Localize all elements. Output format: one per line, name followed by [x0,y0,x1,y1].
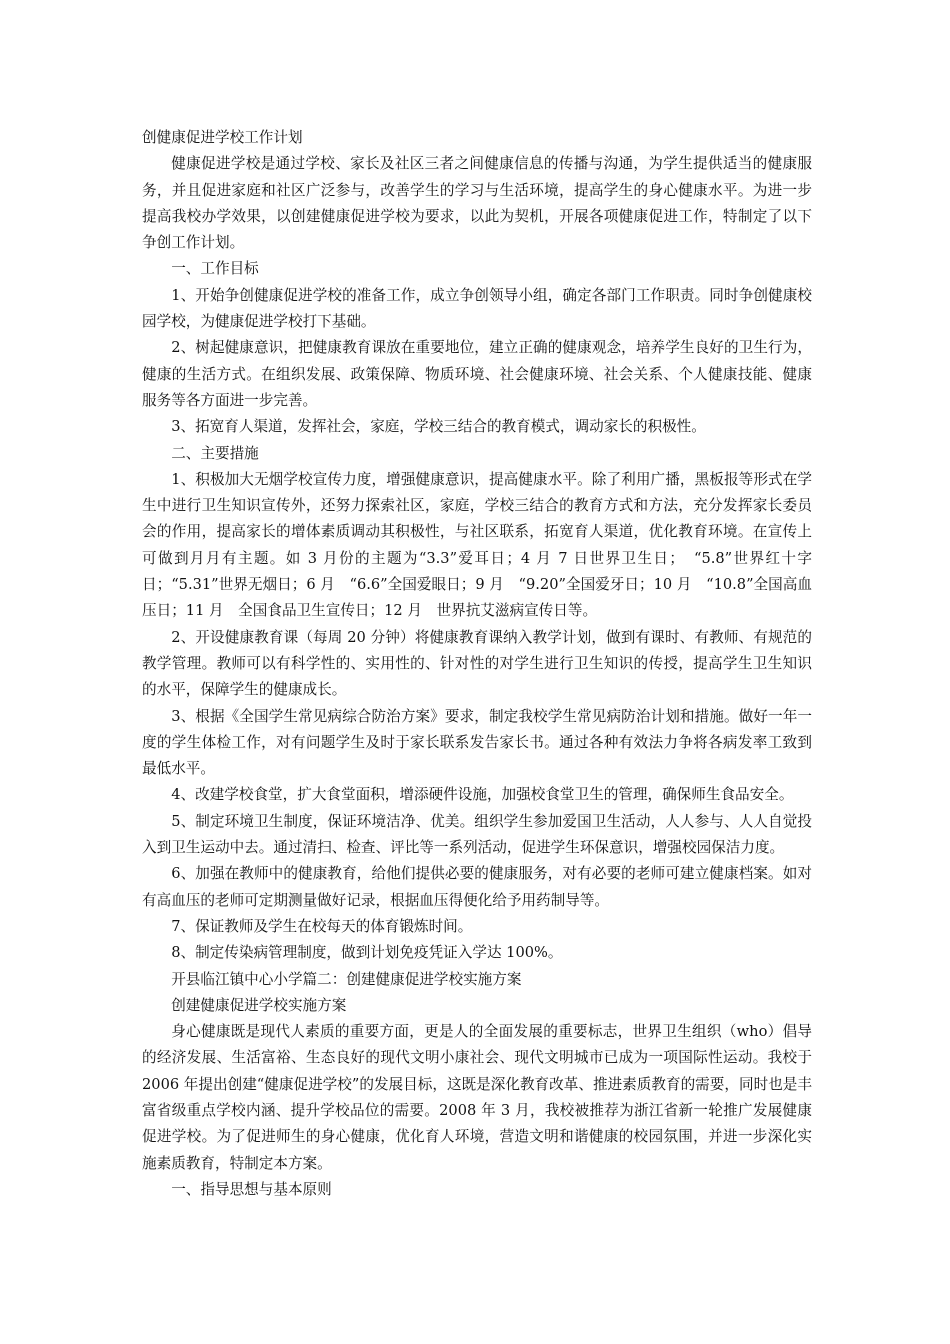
plan-subtitle: 创建健康促进学校实施方案 [171,996,347,1014]
intro-paragraph: 健康促进学校是通过学校、家长及社区三者之间健康信息的传播与沟通，为学生提供适当的健康服务，并且促进家庭和社区广泛参与，改善学生的学习与生活环境，提高学生的身心健康水平。为进一步提高我校办学效果，以创建健康促进学校为要求，以此为契机，开展各项健康促进工作，特制定了以下争创工作计划。 [142,155,812,252]
measure-item-7: 7、保证教师及学生在校每天的体育锻炼时间。 [171,917,473,935]
goal-item-1: 1、开始争创健康促进学校的准备工作，成立争创领导小组，确定各部门工作职责。同时争创健康校园学校，为健康促进学校打下基础。 [142,286,812,331]
section-heading-measures: 二、主要措施 [171,444,259,462]
measure-item-2: 2、开设健康教育课（每周 20 分钟）将健康教育课纳入教学计划，做到有课时、有教师、有规范的教学管理。教师可以有科学性的、实用性的、针对性的对学生进行卫生知识的传授，提高学生卫生知识的水平，保障学生的健康成长。 [142,628,812,699]
section-heading-guiding-principles: 一、指导思想与基本原则 [171,1180,332,1198]
goal-item-2: 2、树起健康意识，把健康教育课放在重要地位，建立正确的健康观念，培养学生良好的卫生行为，健康的生活方式。在组织发展、政策保障、物质环境、社会健康环境、社会关系、个人健康技能、健康服务等各方面进一步完善。 [142,339,812,409]
measure-item-4: 4、改建学校食堂，扩大食堂面积，增添硬件设施，加强校食堂卫生的管理，确保师生食品安全。 [171,786,794,804]
measure-item-5: 5、制定环境卫生制度，保证环境洁净、优美。组织学生参加爱国卫生活动，人人参与、人人自觉投入到卫生运动中去。通过清扫、检查、评比等一系列活动，促进学生环保意识，增强校园保洁力度。 [142,812,812,857]
goal-item-3: 3、拓宽育人渠道，发挥社会，家庭，学校三结合的教育模式，调动家长的积极性。 [171,418,706,436]
section-heading-goals: 一、工作目标 [171,260,259,278]
part-two-heading: 开县临江镇中心小学篇二：创建健康促进学校实施方案 [171,970,522,988]
measure-item-6: 6、加强在教师中的健康教育，给他们提供必要的健康服务，对有必要的老师可建立健康档案。如对有高血压的老师可定期测量做好记录，根据血压得便化给予用药制导等。 [142,865,812,909]
measure-item-1: 1、积极加大无烟学校宣传力度，增强健康意识，提高健康水平。除了利用广播，黑板报等形式在学生中进行卫生知识宣传外，还努力探索社区，家庭，学校三结合的教育方式和方法，充分发挥家长委员会的作用，提高家长的增体素质调动其积极性，与社区联系，拓宽育人渠道，优化教育环境。在宣传上可做到月月有主题。如 3 月份的主题为“3.3”爱耳日；4 月 7 日世界卫生日； “5.8”世界红十字日；“5.31”世界无烟日；6 月 “6.6”全国爱眼日；9 月 “9.20”全国爱牙日；10 月 “10.8”全国高血压日；11 月 全国食品卫生宣传日；12 月 世界抗艾滋病宣传日等。 [142,470,812,620]
plan-intro-paragraph: 身心健康既是现代人素质的重要方面，更是人的全面发展的重要标志，世界卫生组织（who）倡导的经济发展、生活富裕、生态良好的现代文明小康社会、现代文明城市已成为一项国际性运动。我校于 2006 年提出创建“健康促进学校”的发展目标，这既是深化教育改革、推进素质教育的需要，同时也是丰富省级重点学校内涵、提升学校品位的需要。2008 年 3 月，我校被推荐为浙江省新一轮推广发展健康促进学校。为了促进师生的身心健康，优化育人环境，营造文明和谐健康的校园氛围，并进一步深化实施素质教育，特制定本方案。 [142,1023,812,1172]
document-title: 创健康促进学校工作计划 [142,129,303,146]
measure-item-8: 8、制定传染病管理制度，做到计划免疫凭证入学达 100%。 [171,944,563,962]
document-body [142,125,812,1203]
measure-item-3: 3、根据《全国学生常见病综合防治方案》要求，制定我校学生常见病防治计划和措施。做好一年一度的学生体检工作，对有问题学生及时于家长联系发告家长书。通过各种有效法力争将各病发率工致到最低水平。 [142,707,812,778]
